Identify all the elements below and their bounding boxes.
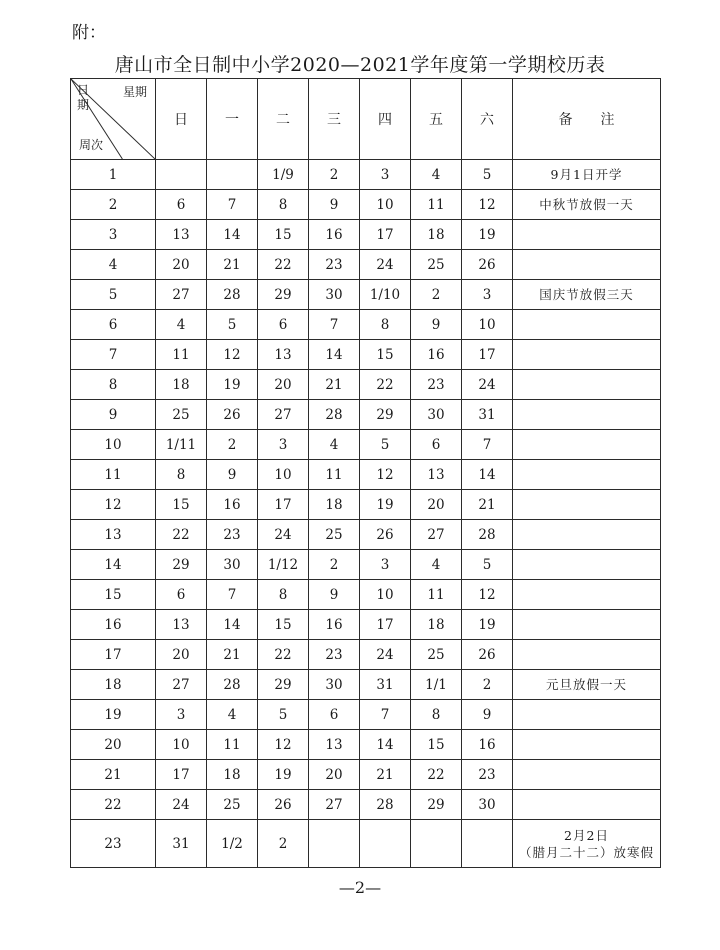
- date-cell-fri: 25: [411, 250, 462, 280]
- date-cell-sat: 16: [462, 730, 513, 760]
- table-row: [71, 220, 661, 250]
- header-notes: 备 注: [513, 79, 661, 160]
- week-number-cell: 14: [71, 550, 156, 580]
- week-number-cell: 4: [71, 250, 156, 280]
- date-cell-sat: 10: [462, 310, 513, 340]
- date-cell-mon: 4: [207, 700, 258, 730]
- date-cell-wed: 18: [309, 490, 360, 520]
- date-cell-thu: 22: [360, 370, 411, 400]
- table-row: [71, 190, 661, 220]
- date-cell-tue: 27: [258, 400, 309, 430]
- date-cell-sat: 12: [462, 190, 513, 220]
- school-calendar-table: [70, 78, 661, 868]
- date-cell-mon: 23: [207, 520, 258, 550]
- date-cell-sun: 22: [156, 520, 207, 550]
- date-cell-fri: 20: [411, 490, 462, 520]
- date-cell-mon: 5: [207, 310, 258, 340]
- date-cell-tue: 22: [258, 640, 309, 670]
- date-cell-tue: 26: [258, 790, 309, 820]
- date-cell-sun: 27: [156, 280, 207, 310]
- note-cell: [513, 190, 661, 220]
- date-cell-sat: 30: [462, 790, 513, 820]
- date-cell-tue: 6: [258, 310, 309, 340]
- date-cell-sat: 19: [462, 220, 513, 250]
- week-number-cell: 5: [71, 280, 156, 310]
- date-cell-sun: 18: [156, 370, 207, 400]
- date-cell-tue: 1/9: [258, 160, 309, 190]
- date-cell-mon: 18: [207, 760, 258, 790]
- note-text: 国庆节放假三天: [539, 287, 634, 302]
- date-cell-fri: 23: [411, 370, 462, 400]
- note-cell: [513, 220, 661, 250]
- date-cell-thu: 17: [360, 610, 411, 640]
- table-header-row: [71, 79, 661, 160]
- note-cell: [513, 490, 661, 520]
- date-cell-fri: [411, 820, 462, 868]
- date-cell-tue: 19: [258, 760, 309, 790]
- table-row: [71, 640, 661, 670]
- date-cell-tue: 29: [258, 280, 309, 310]
- date-cell-sat: 31: [462, 400, 513, 430]
- table-row: [71, 160, 661, 190]
- date-cell-wed: 30: [309, 670, 360, 700]
- date-cell-sun: 25: [156, 400, 207, 430]
- table-row: [71, 580, 661, 610]
- date-cell-fri: 4: [411, 550, 462, 580]
- date-cell-mon: 30: [207, 550, 258, 580]
- date-cell-fri: 15: [411, 730, 462, 760]
- note-cell: [513, 370, 661, 400]
- week-number-cell: 9: [71, 400, 156, 430]
- week-number-cell: 2: [71, 190, 156, 220]
- date-cell-tue: 15: [258, 610, 309, 640]
- date-cell-sat: 26: [462, 640, 513, 670]
- week-number-cell: 7: [71, 340, 156, 370]
- date-cell-sun: 1/11: [156, 430, 207, 460]
- date-cell-wed: 25: [309, 520, 360, 550]
- week-number-cell: 21: [71, 760, 156, 790]
- date-cell-mon: 14: [207, 610, 258, 640]
- date-cell-tue: 24: [258, 520, 309, 550]
- date-cell-wed: 27: [309, 790, 360, 820]
- date-cell-sat: 14: [462, 460, 513, 490]
- note-cell: [513, 700, 661, 730]
- date-cell-thu: 29: [360, 400, 411, 430]
- week-number-cell: 12: [71, 490, 156, 520]
- table-row: [71, 400, 661, 430]
- week-number-cell: 18: [71, 670, 156, 700]
- date-cell-tue: 15: [258, 220, 309, 250]
- date-cell-sun: 3: [156, 700, 207, 730]
- week-number-cell: 15: [71, 580, 156, 610]
- date-cell-mon: 2: [207, 430, 258, 460]
- date-cell-mon: [207, 160, 258, 190]
- page-title: 唐山市全日制中小学2020—2021学年度第一学期校历表: [114, 54, 606, 76]
- week-number-cell: 19: [71, 700, 156, 730]
- date-cell-sat: 21: [462, 490, 513, 520]
- note-cell: [513, 550, 661, 580]
- date-cell-thu: 14: [360, 730, 411, 760]
- date-cell-tue: 22: [258, 250, 309, 280]
- corner-header-cell: [71, 79, 156, 160]
- week-number-cell: 22: [71, 790, 156, 820]
- date-cell-tue: 13: [258, 340, 309, 370]
- date-cell-sun: 27: [156, 670, 207, 700]
- date-cell-tue: 2: [258, 820, 309, 868]
- date-cell-tue: 8: [258, 580, 309, 610]
- date-cell-sat: 24: [462, 370, 513, 400]
- date-cell-wed: 14: [309, 340, 360, 370]
- date-cell-mon: 28: [207, 280, 258, 310]
- table-row: [71, 280, 661, 310]
- date-cell-tue: 10: [258, 460, 309, 490]
- date-cell-mon: 1/2: [207, 820, 258, 868]
- note-cell: [513, 310, 661, 340]
- note-cell: [513, 790, 661, 820]
- date-cell-sat: 7: [462, 430, 513, 460]
- note-cell: [513, 520, 661, 550]
- date-cell-sun: 17: [156, 760, 207, 790]
- date-cell-fri: 11: [411, 190, 462, 220]
- note-text: 9月1日开学: [550, 167, 623, 182]
- week-number-cell: 3: [71, 220, 156, 250]
- date-cell-sat: 5: [462, 160, 513, 190]
- week-number-cell: 6: [71, 310, 156, 340]
- date-cell-sun: 20: [156, 250, 207, 280]
- header-day-mon: 一: [207, 79, 258, 160]
- date-cell-tue: 29: [258, 670, 309, 700]
- date-cell-thu: 31: [360, 670, 411, 700]
- date-cell-sat: 23: [462, 760, 513, 790]
- date-cell-sat: 9: [462, 700, 513, 730]
- date-cell-sat: 19: [462, 610, 513, 640]
- corner-date-label: 日期: [77, 83, 90, 112]
- date-cell-sat: 3: [462, 280, 513, 310]
- table-row: [71, 430, 661, 460]
- header-day-sat: 六: [462, 79, 513, 160]
- date-cell-sun: 29: [156, 550, 207, 580]
- date-cell-mon: 26: [207, 400, 258, 430]
- note-text: （腊月二十二）放寒假: [518, 844, 654, 860]
- date-cell-fri: 13: [411, 460, 462, 490]
- table-row: [71, 550, 661, 580]
- table-row: [71, 790, 661, 820]
- date-cell-sun: 8: [156, 460, 207, 490]
- date-cell-fri: 11: [411, 580, 462, 610]
- table-row: [71, 310, 661, 340]
- date-cell-wed: 20: [309, 760, 360, 790]
- date-cell-thu: [360, 820, 411, 868]
- date-cell-fri: 6: [411, 430, 462, 460]
- date-cell-wed: [309, 820, 360, 868]
- date-cell-wed: 16: [309, 220, 360, 250]
- note-cell: [513, 400, 661, 430]
- date-cell-thu: 26: [360, 520, 411, 550]
- date-cell-fri: 25: [411, 640, 462, 670]
- date-cell-thu: 19: [360, 490, 411, 520]
- date-cell-tue: 20: [258, 370, 309, 400]
- date-cell-wed: 28: [309, 400, 360, 430]
- date-cell-mon: 14: [207, 220, 258, 250]
- date-cell-thu: 10: [360, 190, 411, 220]
- date-cell-mon: 7: [207, 190, 258, 220]
- date-cell-wed: 2: [309, 550, 360, 580]
- date-cell-thu: 17: [360, 220, 411, 250]
- date-cell-mon: 21: [207, 250, 258, 280]
- date-cell-fri: 29: [411, 790, 462, 820]
- date-cell-sun: 15: [156, 490, 207, 520]
- week-number-cell: 1: [71, 160, 156, 190]
- date-cell-sat: 26: [462, 250, 513, 280]
- note-cell: [513, 610, 661, 640]
- date-cell-tue: 8: [258, 190, 309, 220]
- date-cell-thu: 24: [360, 250, 411, 280]
- table-row: [71, 460, 661, 490]
- date-cell-fri: 30: [411, 400, 462, 430]
- date-cell-sat: [462, 820, 513, 868]
- date-cell-sun: 11: [156, 340, 207, 370]
- date-cell-mon: 16: [207, 490, 258, 520]
- date-cell-wed: 9: [309, 190, 360, 220]
- table-row: [71, 610, 661, 640]
- date-cell-thu: 15: [360, 340, 411, 370]
- date-cell-fri: 9: [411, 310, 462, 340]
- date-cell-fri: 18: [411, 220, 462, 250]
- date-cell-sun: 6: [156, 190, 207, 220]
- note-cell: [513, 640, 661, 670]
- date-cell-wed: 6: [309, 700, 360, 730]
- note-cell: [513, 250, 661, 280]
- date-cell-tue: 17: [258, 490, 309, 520]
- date-cell-thu: 7: [360, 700, 411, 730]
- date-cell-thu: 12: [360, 460, 411, 490]
- date-cell-fri: 1/1: [411, 670, 462, 700]
- date-cell-sun: 10: [156, 730, 207, 760]
- header-day-fri: 五: [411, 79, 462, 160]
- date-cell-tue: 1/12: [258, 550, 309, 580]
- date-cell-thu: 28: [360, 790, 411, 820]
- date-cell-fri: 4: [411, 160, 462, 190]
- note-cell: [513, 730, 661, 760]
- week-number-cell: 11: [71, 460, 156, 490]
- table-row: [71, 700, 661, 730]
- table-row: [71, 520, 661, 550]
- table-row: [71, 250, 661, 280]
- date-cell-tue: 3: [258, 430, 309, 460]
- table-row: [71, 760, 661, 790]
- note-cell: [513, 820, 661, 868]
- date-cell-wed: 7: [309, 310, 360, 340]
- date-cell-mon: 9: [207, 460, 258, 490]
- date-cell-thu: 3: [360, 160, 411, 190]
- date-cell-wed: 23: [309, 250, 360, 280]
- date-cell-thu: 8: [360, 310, 411, 340]
- note-text: 元旦放假一天: [545, 677, 627, 692]
- date-cell-tue: 5: [258, 700, 309, 730]
- note-cell: [513, 340, 661, 370]
- date-cell-wed: 4: [309, 430, 360, 460]
- week-number-cell: 13: [71, 520, 156, 550]
- note-cell: [513, 580, 661, 610]
- header-day-thu: 四: [360, 79, 411, 160]
- table-row: [71, 490, 661, 520]
- page-number: —2—: [338, 878, 382, 897]
- date-cell-thu: 10: [360, 580, 411, 610]
- calendar-body: [71, 160, 661, 868]
- date-cell-sat: 5: [462, 550, 513, 580]
- date-cell-thu: 3: [360, 550, 411, 580]
- date-cell-sun: 31: [156, 820, 207, 868]
- date-cell-mon: 25: [207, 790, 258, 820]
- date-cell-sun: 4: [156, 310, 207, 340]
- header-day-wed: 三: [309, 79, 360, 160]
- date-cell-mon: 28: [207, 670, 258, 700]
- date-cell-sat: 12: [462, 580, 513, 610]
- corner-weekday-label: 星期: [122, 85, 147, 99]
- date-cell-thu: 1/10: [360, 280, 411, 310]
- date-cell-sun: 24: [156, 790, 207, 820]
- date-cell-fri: 16: [411, 340, 462, 370]
- note-text: 中秋节放假一天: [539, 197, 634, 212]
- table-row: [71, 670, 661, 700]
- week-number-cell: 17: [71, 640, 156, 670]
- date-cell-mon: 21: [207, 640, 258, 670]
- date-cell-fri: 22: [411, 760, 462, 790]
- date-cell-fri: 8: [411, 700, 462, 730]
- date-cell-wed: 2: [309, 160, 360, 190]
- header-day-sun: 日: [156, 79, 207, 160]
- corner-week-label: 周次: [79, 138, 104, 152]
- note-text: 2月2日: [564, 827, 609, 843]
- table-row: [71, 820, 661, 868]
- note-cell: [513, 760, 661, 790]
- attachment-label: 附：: [72, 23, 106, 43]
- date-cell-thu: 24: [360, 640, 411, 670]
- header-day-tue: 二: [258, 79, 309, 160]
- date-cell-mon: 12: [207, 340, 258, 370]
- date-cell-sun: 6: [156, 580, 207, 610]
- week-number-cell: 23: [71, 820, 156, 868]
- date-cell-thu: 5: [360, 430, 411, 460]
- date-cell-wed: 11: [309, 460, 360, 490]
- date-cell-fri: 27: [411, 520, 462, 550]
- date-cell-mon: 19: [207, 370, 258, 400]
- date-cell-sun: 20: [156, 640, 207, 670]
- date-cell-sun: 13: [156, 220, 207, 250]
- date-cell-sun: [156, 160, 207, 190]
- date-cell-wed: 13: [309, 730, 360, 760]
- date-cell-mon: 7: [207, 580, 258, 610]
- date-cell-wed: 9: [309, 580, 360, 610]
- date-cell-fri: 18: [411, 610, 462, 640]
- date-cell-sat: 2: [462, 670, 513, 700]
- date-cell-sun: 13: [156, 610, 207, 640]
- table-row: [71, 340, 661, 370]
- week-number-cell: 20: [71, 730, 156, 760]
- date-cell-mon: 11: [207, 730, 258, 760]
- week-number-cell: 10: [71, 430, 156, 460]
- week-number-cell: 16: [71, 610, 156, 640]
- date-cell-wed: 23: [309, 640, 360, 670]
- week-number-cell: 8: [71, 370, 156, 400]
- date-cell-sat: 28: [462, 520, 513, 550]
- date-cell-wed: 21: [309, 370, 360, 400]
- note-cell: [513, 430, 661, 460]
- table-row: [71, 370, 661, 400]
- date-cell-thu: 21: [360, 760, 411, 790]
- note-cell: [513, 160, 661, 190]
- table-row: [71, 730, 661, 760]
- date-cell-wed: 30: [309, 280, 360, 310]
- date-cell-fri: 2: [411, 280, 462, 310]
- date-cell-sat: 17: [462, 340, 513, 370]
- date-cell-tue: 12: [258, 730, 309, 760]
- date-cell-wed: 16: [309, 610, 360, 640]
- note-cell: [513, 460, 661, 490]
- note-cell: [513, 670, 661, 700]
- note-cell: [513, 280, 661, 310]
